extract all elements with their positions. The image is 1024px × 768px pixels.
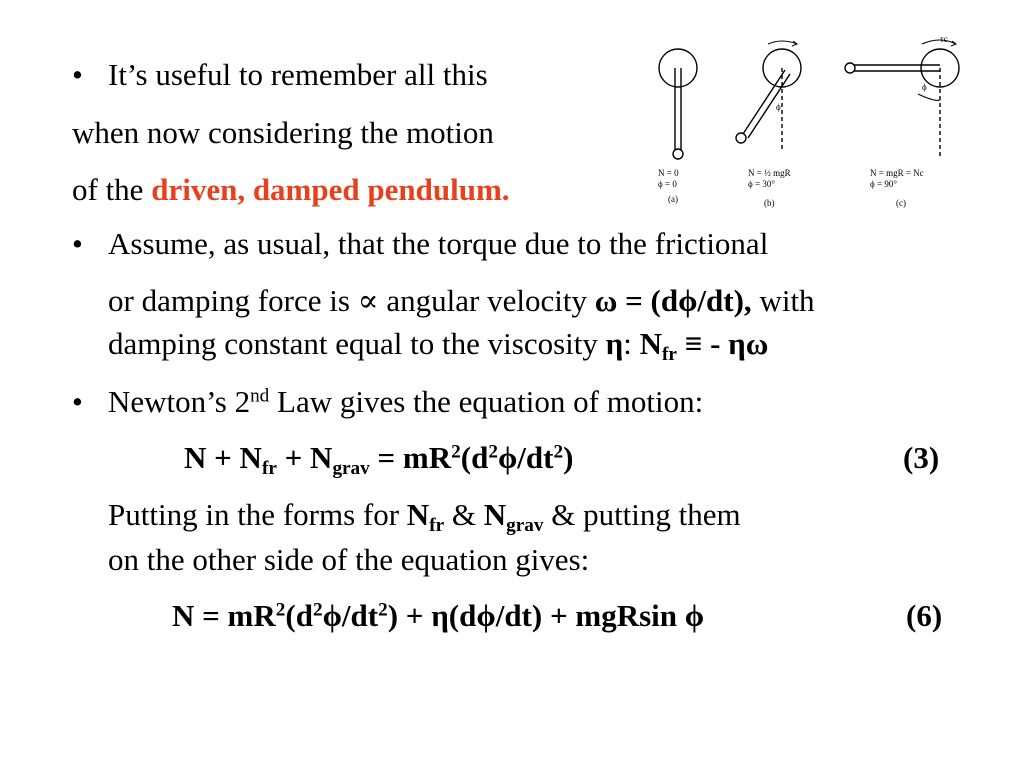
phi-label-c: ϕ	[922, 82, 927, 92]
equation-3-number: (3)	[903, 440, 940, 475]
eta-symbol: η	[605, 326, 624, 361]
equation-3: $N + N_{fr} + N_{grav} = mR^2(d^2\phi/dt^2)$	[184, 440, 574, 480]
bullet3-line1: Newton’s 2nd Law gives the equation of motion:	[108, 384, 704, 419]
para-line1: Putting in the forms for $N_{fr}$ & $N_{grav}$ & putting them	[108, 497, 741, 537]
fig-c-line1: N = mgR = Nc	[870, 168, 924, 178]
bob-b	[736, 133, 746, 143]
pendulum-diagram	[640, 30, 980, 220]
fig-a-line2: ϕ = 0	[658, 179, 677, 189]
fig-c-line2: ϕ = 90°	[870, 179, 897, 189]
bullet1-line3	[72, 172, 510, 208]
fig-c-tag: (c)	[896, 198, 906, 208]
fig-b-line1: N = ½ mgR	[748, 168, 791, 178]
fig-b-line2: ϕ = 30°	[748, 179, 775, 189]
bullet2-line2: or damping force is ∝ angular velocity ω = (dϕ/dt), with	[108, 283, 815, 318]
bullet-marker: •	[72, 226, 83, 261]
bullet2-line1: Assume, as usual, that the torque due to the frictional	[108, 226, 769, 261]
fig-a-tag: (a)	[668, 194, 678, 204]
friction-force-definition: $N_{fr}$ ≡ - ηω	[639, 326, 769, 366]
bullet-marker: •	[72, 57, 83, 92]
fig-b-tag: (b)	[764, 198, 775, 208]
omega-definition: ω = (dϕ/dt),	[594, 283, 752, 318]
bullet1-line1: It’s useful to remember all this	[108, 57, 488, 92]
bullet-marker: •	[72, 384, 83, 419]
bullet1-line3-plain: of the	[72, 172, 152, 207]
fig-a-line1: N = 0	[658, 168, 679, 178]
pivot-disc-a	[659, 49, 697, 87]
tau-label-c: τc	[940, 34, 948, 44]
para-line2: on the other side of the equation gives:	[108, 542, 590, 577]
bob-a	[673, 149, 683, 159]
bullet1-line2: when now considering the motion	[72, 115, 494, 150]
bullet2-line3: damping constant equal to the viscosity η: $N_{fr}$ ≡ - ηω	[108, 326, 769, 366]
equation-6-number: (6)	[906, 598, 943, 633]
pendulum-figure	[640, 30, 980, 220]
highlight-driven-damped-pendulum: driven, damped pendulum.	[151, 172, 510, 207]
proportional-symbol: ∝	[357, 283, 379, 318]
phi-label-b: ϕ	[776, 102, 781, 112]
equation-6: $N = mR^2(d^2\phi/dt^2) + \eta(d\phi/dt) + mgRsin$ ϕ	[172, 598, 705, 633]
bob-c	[845, 63, 855, 73]
